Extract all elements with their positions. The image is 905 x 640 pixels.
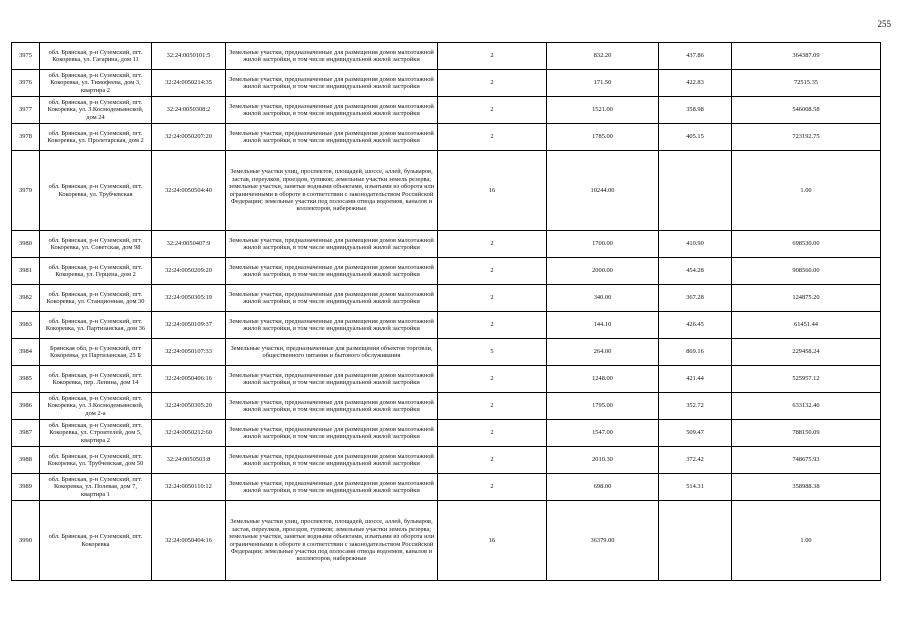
- group-number-cell: 2: [438, 366, 547, 393]
- address-cell: обл. Брянская, р-н Суземский, пгт. Кокоревка, ул. Станционная, дом 30: [40, 285, 152, 312]
- row-number: 3981: [12, 258, 40, 285]
- land-use-cell: Земельные участки, предназначенные для размещения домов малоэтажной жилой застройки, в том числе индивидуальной жилой застройки: [226, 285, 438, 312]
- group-number-cell: 2: [438, 474, 547, 501]
- cadastral-number-cell: 32:24:0050214:35: [152, 70, 226, 97]
- cadastral-value-cell: 124875.20: [732, 285, 881, 312]
- address-cell: обл. Брянская, р-н Суземский, пгт. Кокоревка, ул. З.Космодемьянской, дом 24: [40, 97, 152, 124]
- area-cell: 2010.30: [547, 447, 659, 474]
- group-number-cell: 2: [438, 420, 547, 447]
- address-cell: обл. Брянская, р-н Суземский, пгт. Кокоревка, ул. Трубчевская: [40, 151, 152, 231]
- area-cell: 1795.00: [547, 393, 659, 420]
- cadastral-value-cell: 908560.00: [732, 258, 881, 285]
- area-cell: 698.00: [547, 474, 659, 501]
- table-row: [12, 285, 881, 312]
- specific-value-cell: 426.45: [659, 312, 732, 339]
- specific-value-cell: 358.98: [659, 97, 732, 124]
- table-row: [12, 231, 881, 258]
- address-cell: обл. Брянская, р-н Суземский, пгт. Кокоревка, ул. Полевая, дом 7, квартира 1: [40, 474, 152, 501]
- row-number: 3988: [12, 447, 40, 474]
- cadastral-number-cell: 32:24:0050406:16: [152, 366, 226, 393]
- cadastral-number-cell: 32:24:0050107:33: [152, 339, 226, 366]
- cadastral-number-cell: 32:24:0050109:37: [152, 312, 226, 339]
- area-cell: 340.00: [547, 285, 659, 312]
- cadastral-number-cell: 32:24:0050209:20: [152, 258, 226, 285]
- table-row: [12, 474, 881, 501]
- cadastral-value-table: [11, 42, 881, 581]
- land-use-cell: Земельные участки улиц, проспектов, площадей, шоссе, аллей, бульваров, застав, переулков, проездов, тупиков; земельные участки земель резерва; земельные участки, занятые водными объектами, изъятыми из оборота или ограниченными в обороте в соответствии с законодательством Российской Федерации; земельные участки под полосами отвода водоемов, каналов и коллекторов, набережные: [226, 151, 438, 231]
- group-number-cell: 5: [438, 339, 547, 366]
- address-cell: обл. Брянская, р-н Суземский, пгт. Кокоревка, ул. Пролетарская, дом 2: [40, 124, 152, 151]
- table-row: [12, 420, 881, 447]
- specific-value-cell: 437.86: [659, 43, 732, 70]
- group-number-cell: 2: [438, 70, 547, 97]
- area-cell: 1521.00: [547, 97, 659, 124]
- address-cell: обл. Брянская, р-н Суземский, пгт. Кокоревка, пер. Ленина, дом 14: [40, 366, 152, 393]
- cadastral-value-cell: 788150.09: [732, 420, 881, 447]
- land-use-cell: Земельные участки, предназначенные для размещения домов малоэтажной жилой застройки, в том числе индивидуальной жилой застройки: [226, 366, 438, 393]
- row-number: 3976: [12, 70, 40, 97]
- cadastral-value-cell: 61451.44: [732, 312, 881, 339]
- cadastral-number-cell: 32:24:0050404:16: [152, 501, 226, 581]
- land-use-cell: Земельные участки, предназначенные для размещения объектов торговли, общественного питания и бытового обслуживания: [226, 339, 438, 366]
- table-row: [12, 312, 881, 339]
- area-cell: 1785.00: [547, 124, 659, 151]
- group-number-cell: 2: [438, 312, 547, 339]
- cadastral-number-cell: 32:24:0050110:12: [152, 474, 226, 501]
- land-use-cell: Земельные участки, предназначенные для размещения домов малоэтажной жилой застройки, в том числе индивидуальной жилой застройки: [226, 420, 438, 447]
- land-use-cell: Земельные участки, предназначенные для размещения домов малоэтажной жилой застройки, в том числе индивидуальной жилой застройки: [226, 393, 438, 420]
- address-cell: обл. Брянская, р-н Суземский, пгт. Кокоревка, ул. Герцена, дом 2: [40, 258, 152, 285]
- specific-value-cell: 367.28: [659, 285, 732, 312]
- area-cell: 832.20: [547, 43, 659, 70]
- cadastral-value-cell: 698530.00: [732, 231, 881, 258]
- table-row: [12, 70, 881, 97]
- specific-value-cell: 352.72: [659, 393, 732, 420]
- land-use-cell: Земельные участки, предназначенные для размещения домов малоэтажной жилой застройки, в том числе индивидуальной жилой застройки: [226, 70, 438, 97]
- area-cell: 10244.00: [547, 151, 659, 231]
- specific-value-cell: 514.31: [659, 474, 732, 501]
- land-use-cell: Земельные участки, предназначенные для размещения домов малоэтажной жилой застройки, в том числе индивидуальной жилой застройки: [226, 312, 438, 339]
- cadastral-value-cell: 1.00: [732, 151, 881, 231]
- land-use-cell: Земельные участки, предназначенные для размещения домов малоэтажной жилой застройки, в том числе индивидуальной жилой застройки: [226, 231, 438, 258]
- cadastral-value-cell: 72515.35: [732, 70, 881, 97]
- group-number-cell: 2: [438, 97, 547, 124]
- area-cell: 264.00: [547, 339, 659, 366]
- row-number: 3980: [12, 231, 40, 258]
- cadastral-number-cell: 32:24:0050305:20: [152, 393, 226, 420]
- specific-value-cell: 421.44: [659, 366, 732, 393]
- address-cell: Брянская обл, р-н Суземский, пгт Кокоревка, ул Партизанская, 25 Б: [40, 339, 152, 366]
- group-number-cell: 2: [438, 43, 547, 70]
- address-cell: обл. Брянская, р-н Суземский, пгт. Кокоревка, ул. Строителей, дом 5, квартира 2: [40, 420, 152, 447]
- table-row: [12, 447, 881, 474]
- group-number-cell: 16: [438, 501, 547, 581]
- group-number-cell: 2: [438, 285, 547, 312]
- land-use-cell: Земельные участки, предназначенные для размещения домов малоэтажной жилой застройки, в том числе индивидуальной жилой застройки: [226, 43, 438, 70]
- cadastral-value-cell: 546008.58: [732, 97, 881, 124]
- area-cell: 171.50: [547, 70, 659, 97]
- row-number: 3987: [12, 420, 40, 447]
- address-cell: обл. Брянская, р-н Суземский, пгт. Кокоревка: [40, 501, 152, 581]
- row-number: 3978: [12, 124, 40, 151]
- specific-value-cell: 869.16: [659, 339, 732, 366]
- land-use-cell: Земельные участки, предназначенные для размещения домов малоэтажной жилой застройки, в том числе индивидуальной жилой застройки: [226, 474, 438, 501]
- row-number: 3983: [12, 312, 40, 339]
- row-number: 3977: [12, 97, 40, 124]
- specific-value-cell: [659, 501, 732, 581]
- row-number: 3975: [12, 43, 40, 70]
- land-use-cell: Земельные участки улиц, проспектов, площадей, шоссе, аллей, бульваров, застав, переулков, проездов, тупиков; земельные участки земель резерва; земельные участки, занятые водными объектами, изъятыми из оборота или ограниченными в обороте в соответствии с законодательством Российской Федерации; земельные участки под полосами отвода водоемов, каналов и коллекторов, набережные: [226, 501, 438, 581]
- specific-value-cell: 405.15: [659, 124, 732, 151]
- address-cell: обл. Брянская, р-н Суземский, пгт. Кокоревка, ул. Советская, дом 98: [40, 231, 152, 258]
- cadastral-number-cell: 32:24:0050504:40: [152, 151, 226, 231]
- cadastral-value-cell: 358988.38: [732, 474, 881, 501]
- table-row: [12, 124, 881, 151]
- cadastral-number-cell: 32:24:0050407:9: [152, 231, 226, 258]
- row-number: 3985: [12, 366, 40, 393]
- row-number: 3990: [12, 501, 40, 581]
- group-number-cell: 2: [438, 124, 547, 151]
- address-cell: обл. Брянская, р-н Суземский, пгт. Кокоревка, ул. Гагарина, дом 11: [40, 43, 152, 70]
- group-number-cell: 2: [438, 447, 547, 474]
- cadastral-value-cell: 229458.24: [732, 339, 881, 366]
- address-cell: обл. Брянская, р-н Суземский, пгт. Кокоревка, ул. Тимофеева, дом 3, квартира 2: [40, 70, 152, 97]
- cadastral-value-cell: 723192.75: [732, 124, 881, 151]
- cadastral-number-cell: 32:24:0050503:8: [152, 447, 226, 474]
- area-cell: 36379.00: [547, 501, 659, 581]
- cadastral-value-cell: 1.00: [732, 501, 881, 581]
- area-cell: 144.10: [547, 312, 659, 339]
- table-row: [12, 501, 881, 581]
- cadastral-value-cell: 633132.40: [732, 393, 881, 420]
- group-number-cell: 2: [438, 258, 547, 285]
- address-cell: обл. Брянская, р-н Суземский, пгт. Кокоревка, ул. З.Космодемьянской, дом 2-а: [40, 393, 152, 420]
- area-cell: 2000.00: [547, 258, 659, 285]
- group-number-cell: 2: [438, 393, 547, 420]
- row-number: 3979: [12, 151, 40, 231]
- table-row: [12, 339, 881, 366]
- specific-value-cell: 454.28: [659, 258, 732, 285]
- cadastral-value-cell: 748675.93: [732, 447, 881, 474]
- cadastral-number-cell: 32:24:0050305:19: [152, 285, 226, 312]
- cadastral-number-cell: 32:24:0050101:5: [152, 43, 226, 70]
- table-row: [12, 366, 881, 393]
- specific-value-cell: 372.42: [659, 447, 732, 474]
- land-use-cell: Земельные участки, предназначенные для размещения домов малоэтажной жилой застройки, в том числе индивидуальной жилой застройки: [226, 447, 438, 474]
- row-number: 3989: [12, 474, 40, 501]
- cadastral-number-cell: 32:24:0050207:20: [152, 124, 226, 151]
- area-cell: 1547.00: [547, 420, 659, 447]
- specific-value-cell: [659, 151, 732, 231]
- table-row: [12, 43, 881, 70]
- area-cell: 1700.00: [547, 231, 659, 258]
- table-row: [12, 393, 881, 420]
- cadastral-value-cell: 364387.09: [732, 43, 881, 70]
- page-number: 255: [877, 19, 891, 29]
- table-row: [12, 151, 881, 231]
- row-number: 3982: [12, 285, 40, 312]
- address-cell: обл. Брянская, р-н Суземский, пгт. Кокоревка, ул. Партизанская, дом 36: [40, 312, 152, 339]
- land-use-cell: Земельные участки, предназначенные для размещения домов малоэтажной жилой застройки, в том числе индивидуальной жилой застройки: [226, 258, 438, 285]
- group-number-cell: 2: [438, 231, 547, 258]
- area-cell: 1248.00: [547, 366, 659, 393]
- row-number: 3986: [12, 393, 40, 420]
- cadastral-value-cell: 525957.12: [732, 366, 881, 393]
- table-row: [12, 258, 881, 285]
- land-use-cell: Земельные участки, предназначенные для размещения домов малоэтажной жилой застройки, в том числе индивидуальной жилой застройки: [226, 124, 438, 151]
- row-number: 3984: [12, 339, 40, 366]
- cadastral-number-cell: 32:24:0050212:60: [152, 420, 226, 447]
- address-cell: обл. Брянская, р-н Суземский, пгт. Кокоревка, ул. Трубчевская, дом 50: [40, 447, 152, 474]
- specific-value-cell: 410.90: [659, 231, 732, 258]
- specific-value-cell: 509.47: [659, 420, 732, 447]
- group-number-cell: 16: [438, 151, 547, 231]
- table-row: [12, 97, 881, 124]
- land-use-cell: Земельные участки, предназначенные для размещения домов малоэтажной жилой застройки, в том числе индивидуальной жилой застройки: [226, 97, 438, 124]
- specific-value-cell: 422.83: [659, 70, 732, 97]
- cadastral-number-cell: 32:24:0050308:2: [152, 97, 226, 124]
